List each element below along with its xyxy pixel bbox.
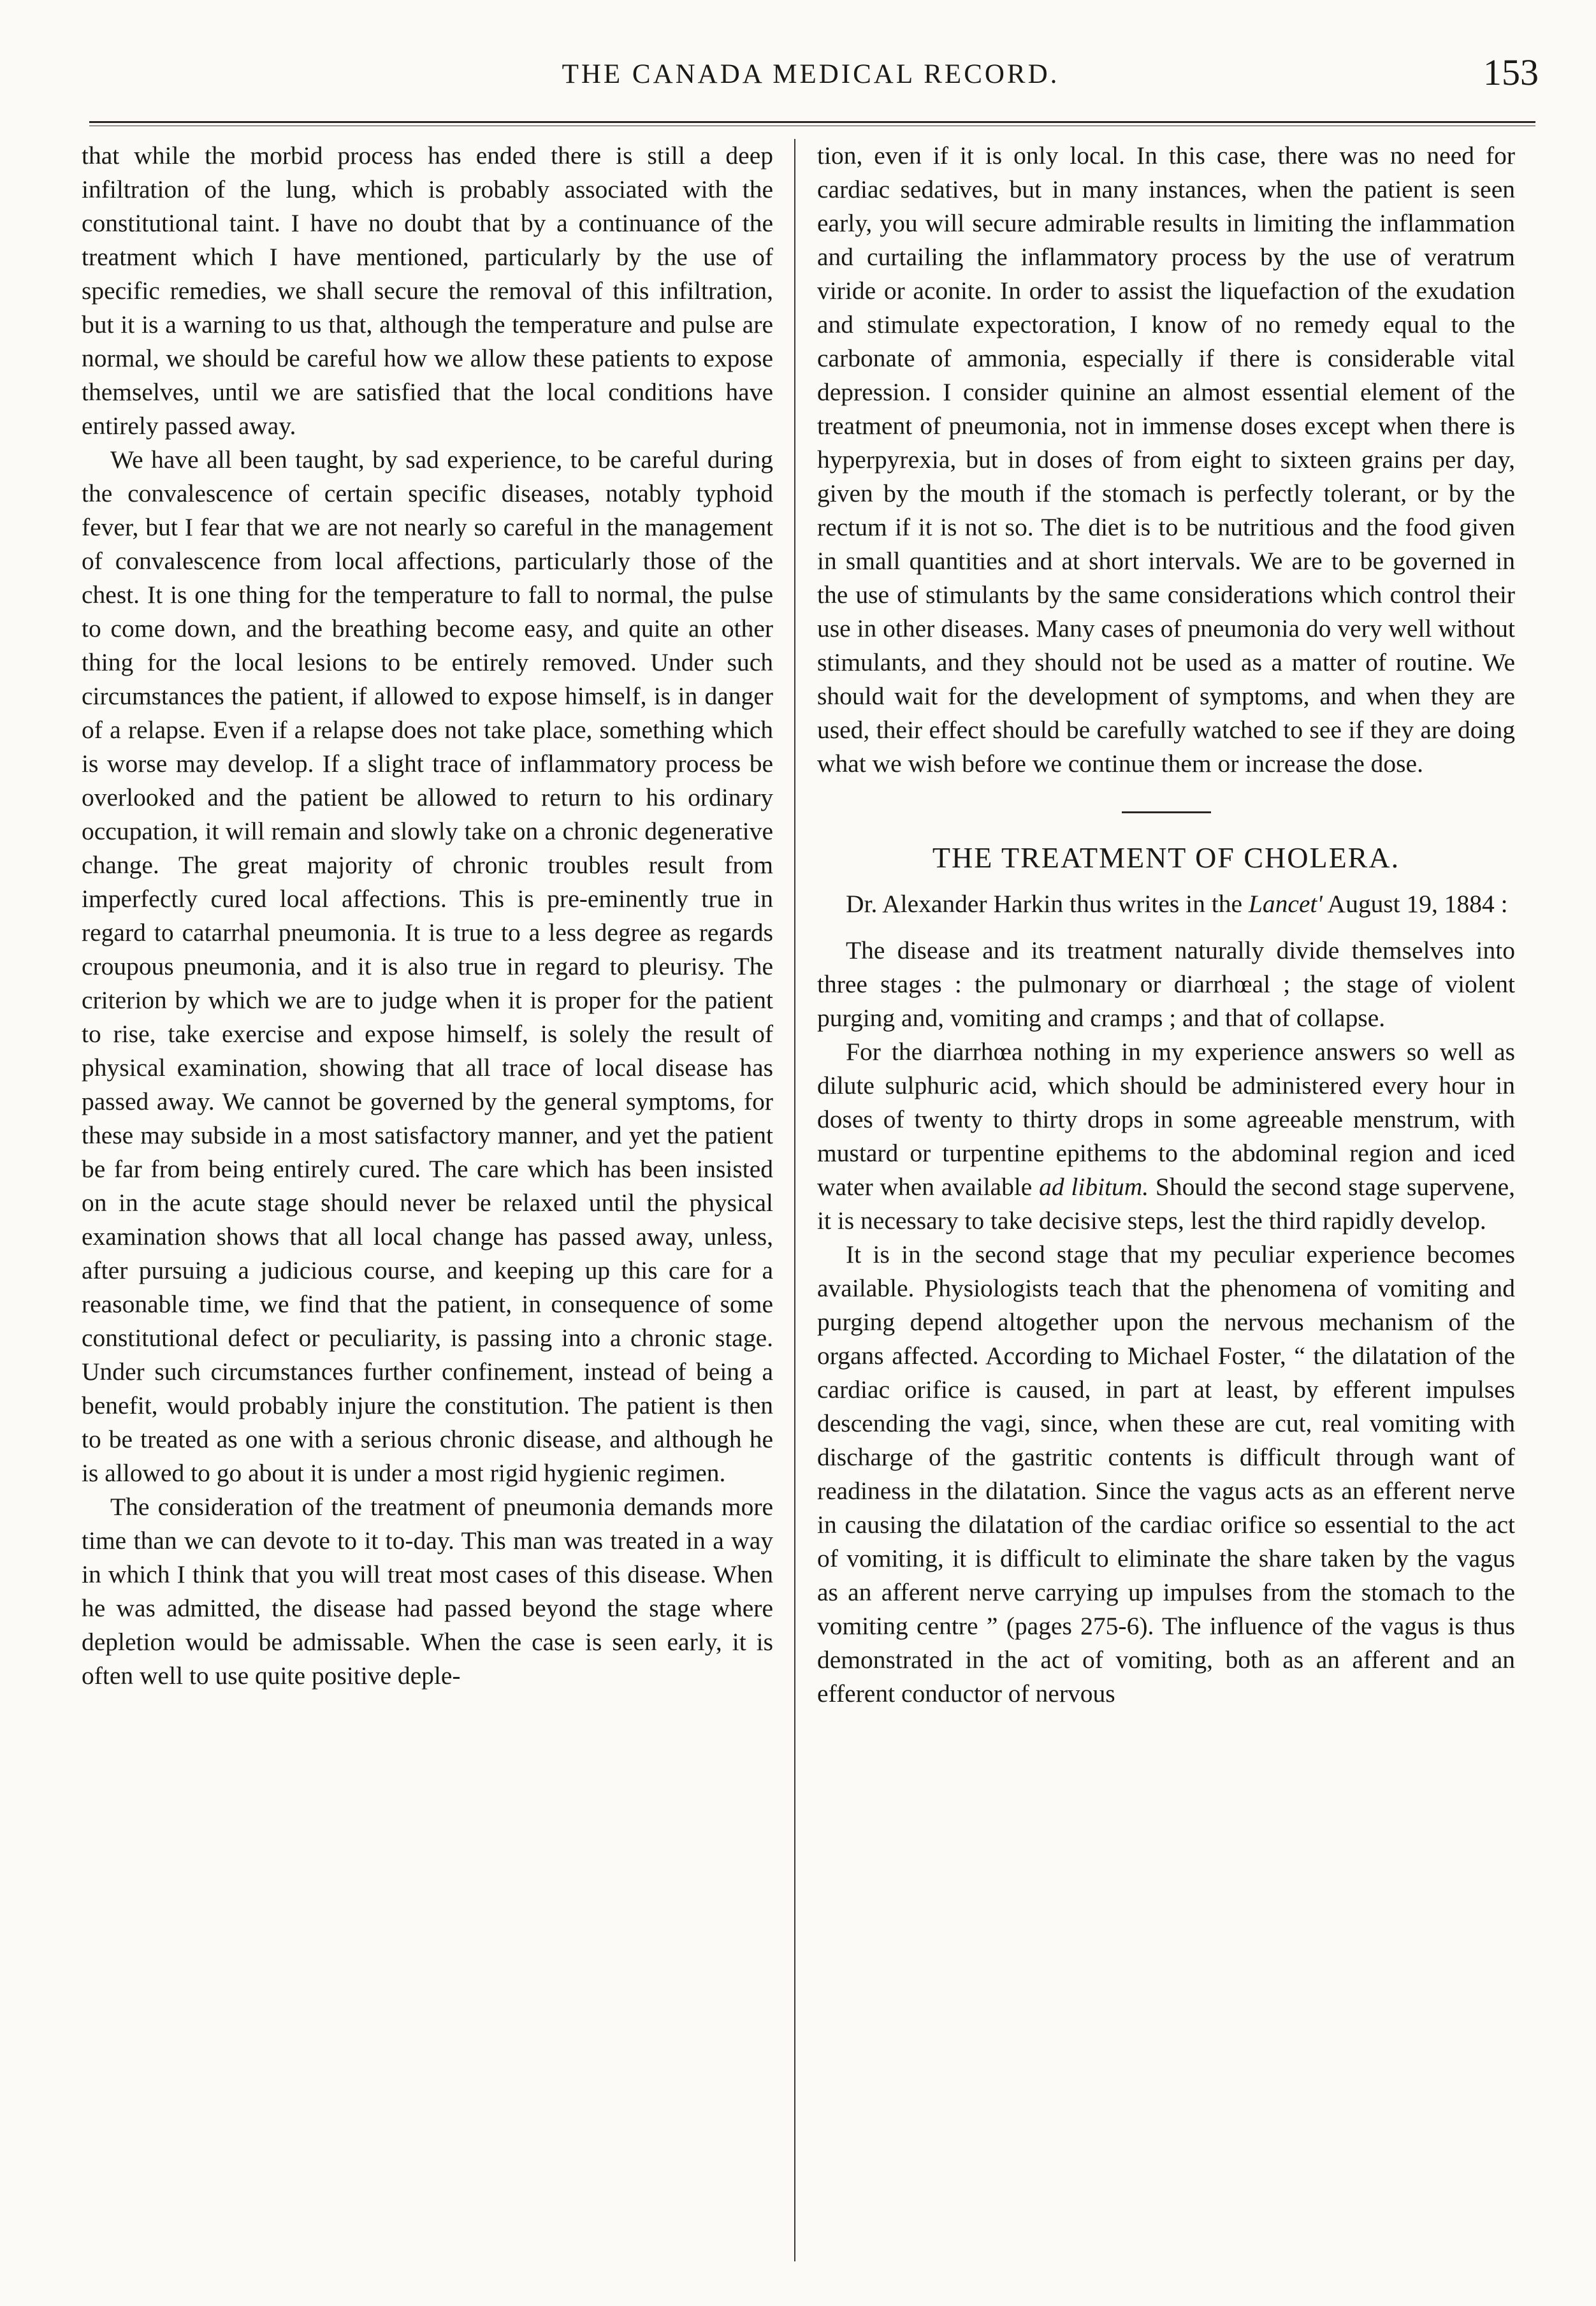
running-head: THE CANADA MEDICAL RECORD.	[562, 59, 1060, 89]
paragraph	[817, 1035, 1515, 1238]
paragraph: The consideration of the treatment of pneumonia demands more time than we can devote to it to-day. This man was treated in a way in which I think that you will treat most cases of this disease. When he was admitted, the disease had passed beyond the stage where depletion would be admissable. When the case is seen early, it is often well to use quite positive deple-	[82, 1493, 773, 1690]
paragraph: tion, even if it is only local. In this case, there was no need for cardiac sedatives, but in many instances, when the patient is seen early, you will secure admirable results in limiting the inflammation and curtailing the inflammatory process by the use of veratrum viride or aconite. In order to assist the liquefaction of the exudation and stimulate expectoration, I know of no remedy equal to the carbonate of ammonia, especially if there is considerable vital depression. I consider quinine an almost essential element of the treatment of pneumonia, not in immense doses except when there is hyperpyrexia, but in doses of from eight to sixteen grains per day, given by the mouth if the stomach is perfectly tolerant, or by the rectum if it is not so. The diet is to be nutritious and the food given in small quantities and at short intervals. We are to be governed in the use of stimulants by the same considerations which control their use in other diseases. Many cases of pneumonia do very well without stimulants, and they should not be used as a matter of routine. We should wait for the development of symptoms, and when they are used, their effect should be carefully watched to see if they are doing what we wish before we continue them or increase the dose.	[817, 141, 1515, 778]
header-rule	[89, 121, 1535, 123]
page-number: 153	[1483, 52, 1539, 93]
spacer	[817, 921, 1515, 934]
journal-name: Lancet'	[1248, 890, 1323, 918]
section-separator	[1122, 811, 1211, 813]
paragraph-text: For the diarrhœa nothing in my experience answers so well as dilute sulphuric acid, which should be administered every hour in doses of twenty to thirty drops in some agreeable menstrum, with mustard or turpentine epithems to the abdominal region and iced water when available	[817, 1038, 1515, 1201]
column-divider	[794, 139, 795, 2261]
paragraph: It is in the second stage that my peculiar experience becomes available. Physiologists teach that the phenomena of vomiting and purging depend altogether upon the nervous mechanism of the organs affected. According to Michael Foster, “ the dilatation of the cardiac orifice is caused, in part at least, by efferent impulses descending the vagi, since, when these are cut, real vomiting with discharge of the gastritic contents is difficult through want of readiness in the dilatation. Since the vagus acts as an efferent nerve in causing the dilatation of the cardiac orifice so essential to the act of vomiting, it is difficult to eliminate the share taken by the vagus as an afferent nerve carrying up impulses from the stomach to the vomiting centre ” (pages 275-6). The influence of the vagus is thus demonstrated in the act of vomiting, both as an afferent and an efferent conductor of nervous	[817, 1240, 1515, 1708]
page-header	[83, 45, 1539, 102]
paragraph: We have all been taught, by sad experience, to be careful during the convalescence of certain specific diseases, notably typhoid fever, but I fear that we are not nearly so careful in the management of convalescence from local affections, particularly those of the chest. It is one thing for the temperature to fall to normal, the pulse to come down, and the breathing become easy, and quite an other thing for the local lesions to be entirely removed. Under such circumstances the patient, if allowed to expose himself, is in danger of a relapse. Even if a relapse does not take place, something which is worse may develop. If a slight trace of inflammatory process be overlooked and the patient be allowed to return to his ordinary occupation, it will remain and slowly take on a chronic degenerative change. The great majority of chronic troubles result from imperfectly cured local affections. This is pre-eminently true in regard to catarrhal pneumonia. It is true to a less degree as regards croupous pneumonia, and it is also true in regard to pleurisy. The criterion by which we are to judge when it is proper for the patient to rise, take exercise and expose himself, is solely the result of physical examination, showing that all trace of local disease has passed away. We cannot be governed by the general symptoms, for these may subside in a most satisfactory manner, and yet the patient be far from being entirely cured. The care which has been insisted on in the acute stage should never be relaxed until the physical examination shows that all local change has passed away, unless, after pursuing a judicious course, and keeping up this care for a reasonable time, we find that the patient, in consequence of some constitutional defect or peculiarity, is passing into a chronic stage. Under such circumstances further confinement, instead of being a benefit, would probably injure the constitution. The patient is then to be treated as one with a serious chronic disease, and although he is allowed to go about it is under a most rigid hygienic regimen.	[82, 446, 773, 1487]
paragraph-text: Should the second stage supervene, it is necessary to take decisive steps, lest the third rapidly develop.	[817, 1173, 1515, 1235]
intro-date: August 19, 1884 :	[1322, 890, 1508, 918]
article-intro	[817, 887, 1515, 921]
intro-text: Dr. Alexander Harkin thus writes in the	[846, 890, 1249, 918]
paragraph: that while the morbid process has ended there is still a deep infiltration of the lung, which is probably associated with the constitutional taint. I have no doubt that by a continuance of the treatment which I have mentioned, particularly by the use of specific remedies, we shall secure the removal of this infiltration, but it is a warning to us that, although the temperature and pulse are normal, we should be careful how we allow these patients to expose themselves, until we are satisfied that the local conditions have entirely passed away.	[82, 141, 773, 440]
left-column	[82, 139, 773, 1693]
italic-phrase: ad libitum.	[1039, 1173, 1149, 1201]
section-title: THE TREATMENT OF CHOLERA.	[932, 841, 1400, 874]
right-column	[817, 139, 1515, 1711]
paragraph: The disease and its treatment naturally divide themselves into three stages : the pulmonary or diarrhœal ; the stage of violent purging and, vomiting and cramps ; and that of collapse.	[817, 936, 1515, 1032]
